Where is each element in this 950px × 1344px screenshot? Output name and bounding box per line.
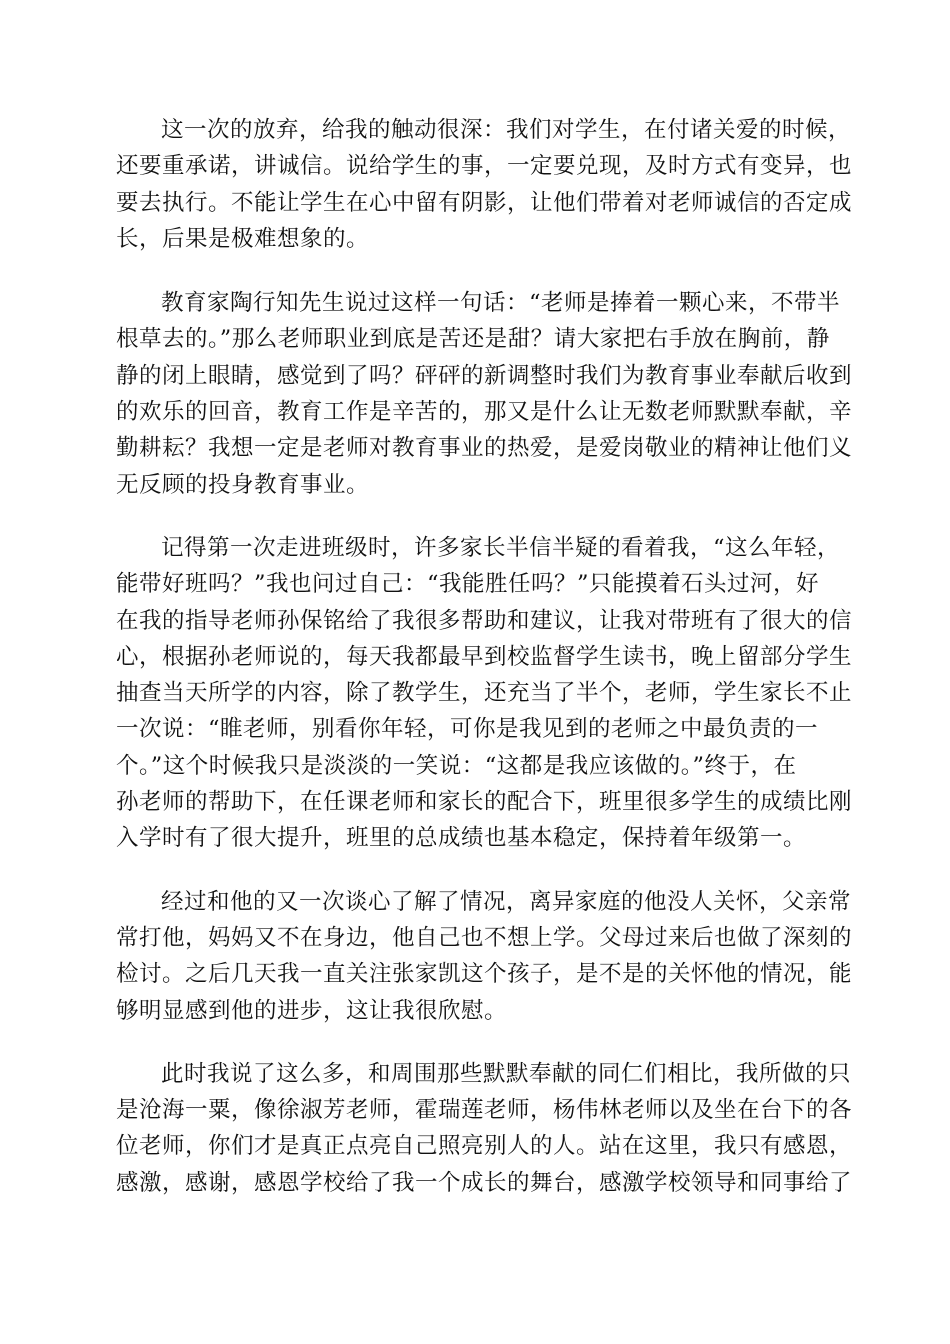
text-line: 心，根据孙老师说的，每天我都最早到校监督学生读书，晚上留部分学生 bbox=[116, 643, 853, 670]
paragraph-first-class bbox=[116, 530, 853, 857]
text-line: 静的闭上眼睛，感觉到了吗？砰砰的新调整时我们为教育事业奉献后收到 bbox=[116, 362, 853, 389]
text-line: 这一次的放弃，给我的触动很深：我们对学生，在付诸关爱的时候， bbox=[161, 117, 852, 143]
text-line: 要去执行。不能让学生在心中留有阴影，让他们带着对老师诚信的否定成 bbox=[116, 189, 853, 216]
paragraph-tao-xingzhi bbox=[116, 285, 853, 503]
text-line: 常打他，妈妈又不在身边，他自己也不想上学。父母过来后也做了深刻的 bbox=[116, 924, 853, 951]
document-body bbox=[116, 112, 853, 1225]
text-line: 经过和他的又一次谈心了解了情况，离异家庭的他没人关怀，父亲常 bbox=[161, 888, 852, 915]
paragraph-commitment bbox=[116, 112, 853, 257]
text-line: 教育家陶行知先生说过这样一句话：“老师是捧着一颗心来，不带半 bbox=[161, 290, 841, 317]
text-line: 位老师，你们才是真正点亮自己照亮别人的人。站在这里，我只有感恩， bbox=[116, 1133, 853, 1160]
text-line: 一次说：“睢老师，别看你年轻，可你是我见到的老师之中最负责的一 bbox=[116, 716, 819, 743]
text-line: 根草去的。”那么老师职业到底是苦还是甜？请大家把右手放在胸前，静 bbox=[116, 326, 830, 353]
text-line: 是沧海一粟，像徐淑芳老师，霍瑞莲老师，杨伟林老师以及坐在台下的各 bbox=[116, 1097, 853, 1124]
text-line: 此时我说了这么多，和周围那些默默奉献的同仁们相比，我所做的只 bbox=[161, 1060, 852, 1087]
text-line: 无反顾的投身教育事业。 bbox=[116, 471, 370, 498]
text-line: 能带好班吗？”我也问过自己：“我能胜任吗？”只能摸着石头过河，好 bbox=[116, 571, 820, 598]
text-line: 的欢乐的回音，教育工作是辛苦的，那又是什么让无数老师默默奉献，辛 bbox=[116, 399, 853, 426]
text-line: 个。”这个时候我只是淡淡的一笑说：“这都是我应该做的。”终于，在 bbox=[116, 752, 797, 779]
text-line: 长，后果是极难想象的。 bbox=[116, 225, 370, 252]
paragraph-student-talk bbox=[116, 884, 853, 1029]
text-line: 孙老师的帮助下，在任课老师和家长的配合下，班里很多学生的成绩比刚 bbox=[116, 789, 853, 816]
text-line: 抽查当天所学的内容，除了教学生，还充当了半个，老师，学生家长不止 bbox=[116, 680, 853, 707]
text-line: 感激，感谢，感恩学校给了我一个成长的舞台，感激学校领导和同事给了 bbox=[116, 1169, 853, 1196]
text-line: 够明显感到他的进步，这让我很欣慰。 bbox=[116, 997, 508, 1024]
text-line: 入学时有了很大提升，班里的总成绩也基本稳定，保持着年级第一。 bbox=[116, 825, 807, 852]
text-line: 还要重承诺，讲诚信。说给学生的事，一定要兑现，及时方式有变异，也 bbox=[116, 153, 853, 180]
text-line: 在我的指导老师孙保铭给了我很多帮助和建议，让我对带班有了很大的信 bbox=[116, 607, 853, 634]
paragraph-gratitude bbox=[116, 1056, 853, 1201]
text-line: 记得第一次走进班级时，许多家长半信半疑的看着我，“这么年轻， bbox=[161, 534, 841, 561]
text-line: 勤耕耘？我想一定是老师对教育事业的热爱，是爱岗敬业的精神让他们义 bbox=[116, 435, 853, 462]
text-line: 检讨。之后几天我一直关注张家凯这个孩子，是不是的关怀他的情况，能 bbox=[116, 961, 853, 988]
